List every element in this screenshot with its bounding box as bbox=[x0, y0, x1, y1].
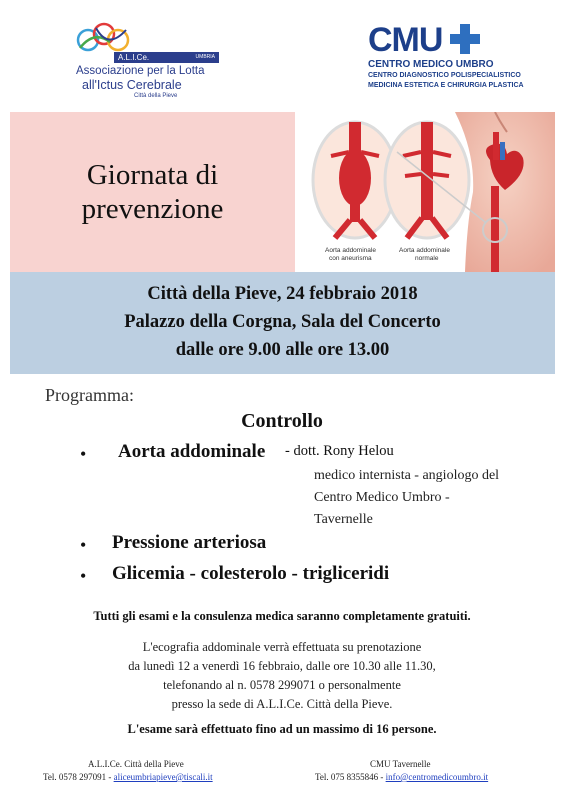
alice-tagbar bbox=[114, 52, 219, 63]
aorta-illustration bbox=[295, 112, 555, 272]
cmu-subtitle: CENTRO MEDICO UMBRO bbox=[368, 59, 494, 70]
footer-right-org: CMU Tavernelle bbox=[370, 759, 431, 769]
free-note: Tutti gli esami e la consulenza medica saranno completamente gratuiti. bbox=[93, 609, 471, 623]
event-date: Città della Pieve, 24 febbraio 2018 bbox=[147, 284, 418, 304]
doctor-desc-1: medico internista - angiologo del bbox=[314, 468, 500, 483]
bullet-2: • bbox=[80, 535, 87, 555]
info-line-3: telefonando al n. 0578 299071 o personalmente bbox=[163, 678, 401, 692]
doctor-desc-3: Tavernelle bbox=[314, 512, 373, 527]
alice-line2: all'Ictus Cerebrale bbox=[82, 78, 182, 92]
bullet-3: • bbox=[80, 566, 87, 586]
alice-logo bbox=[60, 18, 225, 99]
doctor-desc-2: Centro Medico Umbro - bbox=[314, 490, 450, 505]
footer-left-tel: Tel. 0578 297091 - bbox=[43, 772, 112, 782]
footer-right-tel: Tel. 075 8355846 - bbox=[315, 772, 384, 782]
info-line-2: da lunedì 12 a venerdì 16 febbraio, dalle ore 10.30 alle 11.30, bbox=[128, 659, 436, 673]
bullet-1: • bbox=[80, 444, 87, 464]
program-heading: Programma: bbox=[45, 385, 134, 405]
hero-title bbox=[10, 158, 295, 226]
cmu-line2: MEDICINA ESTETICA E CHIRURGIA PLASTICA bbox=[368, 82, 524, 89]
medical-cross-icon bbox=[450, 24, 480, 54]
cmu-line1: CENTRO DIAGNOSTICO POLISPECIALISTICO bbox=[368, 72, 521, 79]
item-glycemia: Glicemia - colesterolo - trigliceridi bbox=[112, 563, 390, 584]
event-info-band bbox=[10, 272, 555, 374]
aorta-image bbox=[295, 112, 555, 272]
alice-line1: Associazione per la Lotta bbox=[76, 65, 205, 77]
alice-line3: Città della Pieve bbox=[134, 93, 178, 99]
event-time: dalle ore 9.00 alle ore 13.00 bbox=[175, 340, 390, 360]
hero-title-line1: Giornata di bbox=[86, 159, 219, 191]
hero-title-line2: prevenzione bbox=[81, 193, 224, 225]
item-aorta: Aorta addominale bbox=[118, 441, 266, 462]
item-pressure: Pressione arteriosa bbox=[112, 532, 267, 553]
cmu-name: CMU bbox=[368, 21, 443, 59]
info-line-4: presso la sede di A.L.I.Ce. Città della Pieve. bbox=[171, 697, 393, 711]
alice-tag: A.L.I.Ce. bbox=[118, 53, 150, 62]
alice-region: UMBRIA bbox=[195, 54, 215, 60]
label-left-1: Aorta addominale bbox=[325, 247, 376, 254]
footer-right-email[interactable]: info@centromedicoumbro.it bbox=[385, 772, 489, 782]
label-right-1: Aorta addominale bbox=[399, 247, 450, 254]
footer-left-email[interactable]: aliceumbriapieve@tiscali.it bbox=[113, 772, 213, 782]
program-section: Controllo bbox=[241, 410, 323, 432]
info-line-1: L'ecografia addominale verrà effettuata su prenotazione bbox=[142, 640, 422, 654]
doctor-name: - dott. Rony Helou bbox=[285, 443, 394, 459]
alice-circles-icon bbox=[74, 20, 134, 54]
event-location: Palazzo della Corgna, Sala del Concerto bbox=[124, 312, 441, 332]
footer-left-org: A.L.I.Ce. Città della Pieve bbox=[88, 759, 184, 769]
max-note: L'esame sarà effettuato fino ad un massimo di 16 persone. bbox=[127, 722, 437, 736]
footer-right-contact bbox=[315, 772, 488, 782]
label-left-2: con aneurisma bbox=[329, 255, 372, 262]
footer-left-contact bbox=[43, 772, 213, 782]
label-right-2: normale bbox=[415, 255, 439, 262]
cmu-logo bbox=[368, 21, 524, 100]
